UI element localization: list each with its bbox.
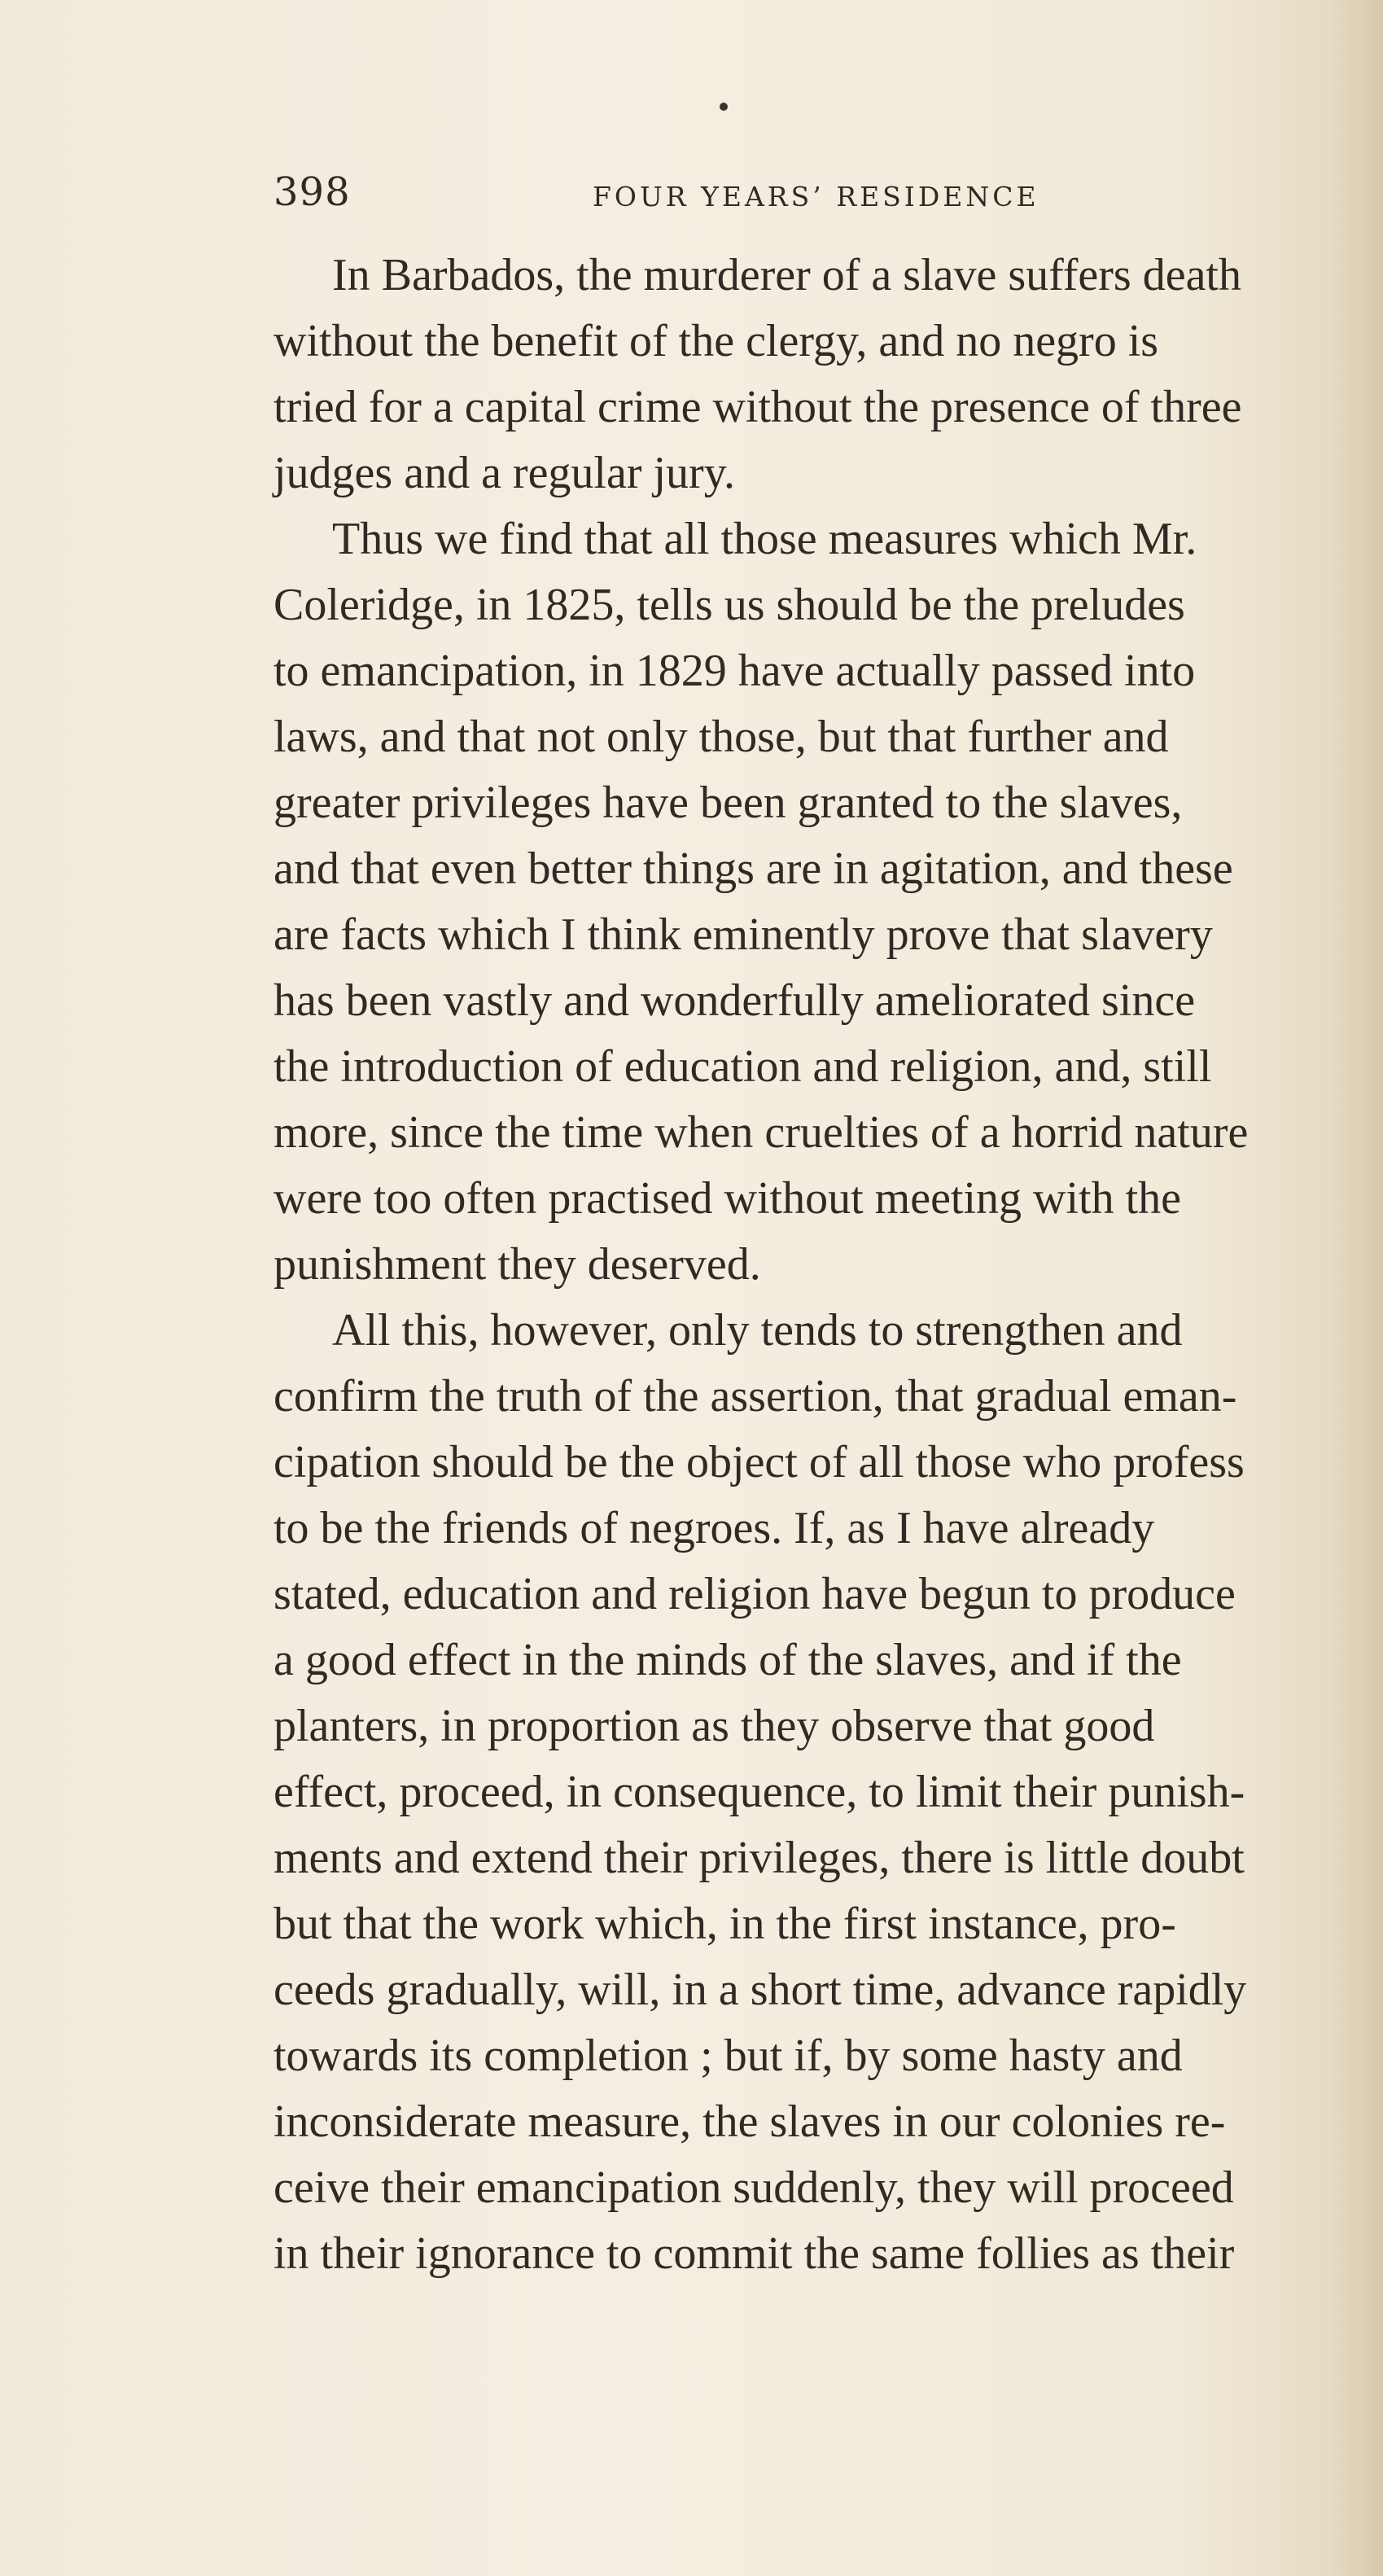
paragraph-3-line: to be the friends of negroes. If, as I have already bbox=[274, 1503, 1155, 1553]
paragraph-2-line: and that even better things are in agitation, and these bbox=[274, 843, 1233, 894]
paragraph-1-line: judges and a regular jury. bbox=[274, 448, 736, 498]
paragraph-3-line: planters, in proportion as they observe that good bbox=[274, 1701, 1155, 1751]
paragraph-2-line: punishment they deserved. bbox=[274, 1239, 761, 1290]
paragraph-3-line: a good effect in the minds of the slaves, and if the bbox=[274, 1635, 1182, 1685]
paragraph-3-line: in their ignorance to commit the same follies as their bbox=[274, 2228, 1235, 2279]
paragraph-2-line: are facts which I think eminently prove that slavery bbox=[274, 909, 1213, 960]
paragraph-3-line: ments and extend their privileges, there is little doubt bbox=[274, 1833, 1245, 1883]
print-mark-dot bbox=[720, 103, 728, 111]
paragraph-3-line: stated, education and religion have begun to produce bbox=[274, 1569, 1236, 1619]
paragraph-2-line: Thus we find that all those measures which Mr. bbox=[332, 514, 1197, 564]
paragraph-1-line: tried for a capital crime without the presence of three bbox=[274, 382, 1242, 432]
running-head bbox=[274, 169, 1356, 226]
paragraph-3-line: inconsiderate measure, the slaves in our colonies re- bbox=[274, 2096, 1226, 2147]
paragraph-3-line: towards its completion ; but if, by some hasty and bbox=[274, 2031, 1183, 2081]
body-text bbox=[274, 243, 1372, 2287]
paragraph-3-line: confirm the truth of the assertion, that gradual eman- bbox=[274, 1371, 1237, 1422]
paragraph-1-line: In Barbados, the murderer of a slave suffers death bbox=[332, 250, 1241, 300]
paragraph-2-line: laws, and that not only those, but that further and bbox=[274, 712, 1169, 762]
paragraph-2-line: greater privileges have been granted to the slaves, bbox=[274, 778, 1183, 828]
paragraph-2-line: Coleridge, in 1825, tells us should be the preludes bbox=[274, 580, 1185, 630]
paragraph-3-line: All this, however, only tends to strengthen and bbox=[332, 1305, 1183, 1356]
paragraph-2-line: to emancipation, in 1829 have actually passed into bbox=[274, 646, 1196, 696]
paragraph-2-line: were too often practised without meeting with the bbox=[274, 1173, 1182, 1224]
paragraph-3-line: effect, proceed, in consequence, to limit their punish- bbox=[274, 1767, 1245, 1817]
paragraph-3-line: ceive their emancipation suddenly, they will proceed bbox=[274, 2162, 1234, 2213]
paragraph-2-line: has been vastly and wonderfully ameliorated since bbox=[274, 975, 1196, 1026]
page-number: 398 bbox=[274, 169, 351, 215]
paragraph-2-line: the introduction of education and religion, and, still bbox=[274, 1041, 1212, 1092]
running-title: FOUR YEARS’ RESIDENCE bbox=[593, 181, 1039, 212]
paragraph-1-line: without the benefit of the clergy, and no negro is bbox=[274, 316, 1159, 366]
paragraph-3-line: cipation should be the object of all those who profess bbox=[274, 1437, 1245, 1487]
paragraph-3-line: ceeds gradually, will, in a short time, advance rapidly bbox=[274, 1965, 1247, 2015]
paragraph-3-line: but that the work which, in the first instance, pro- bbox=[274, 1899, 1176, 1949]
paragraph-2-line: more, since the time when cruelties of a horrid nature bbox=[274, 1107, 1249, 1158]
